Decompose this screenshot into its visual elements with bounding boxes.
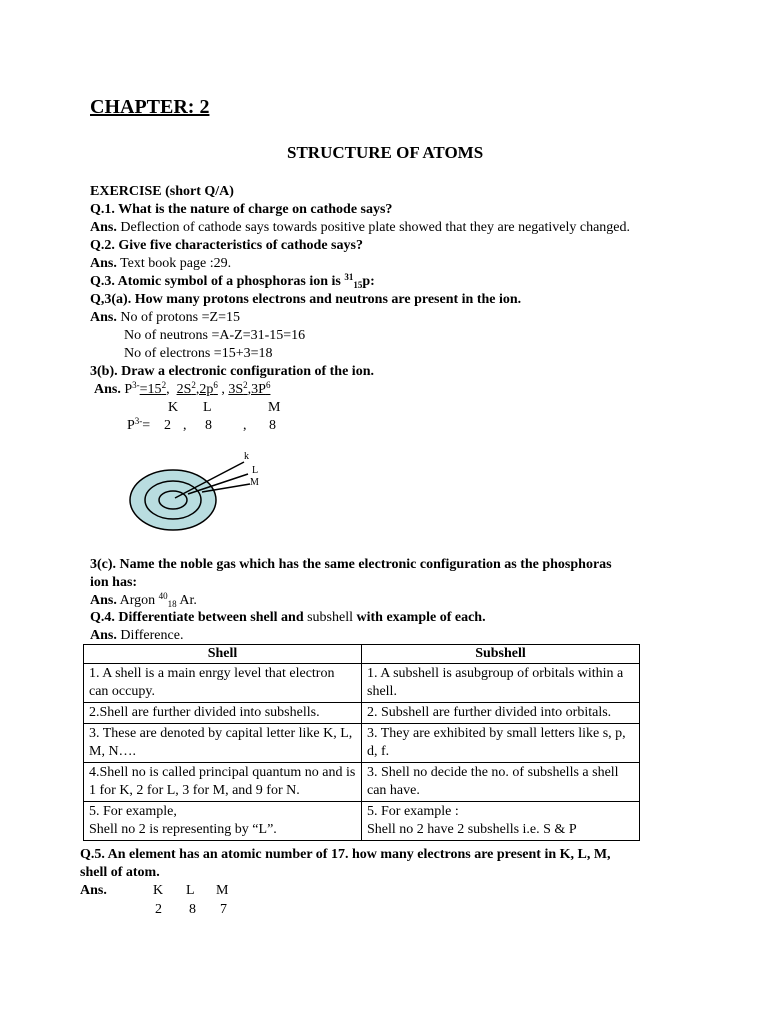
- subshell-cell: 2. Subshell are further divided into orbitals.: [362, 703, 640, 724]
- question-text: Q.3. Atomic symbol of a phosphoras ion is: [90, 274, 345, 289]
- subshell-cell: 3. They are exhibited by small letters like s, p, d, f.: [362, 724, 640, 763]
- question-5-line-1: Q.5. An element has an atomic number of 17. how many electrons are present in K, L, M,: [80, 847, 611, 862]
- subshell-cell: 1. A subshell is asubgroup of orbitals within a shell.: [362, 664, 640, 703]
- shell-label-m: M: [268, 400, 281, 415]
- table-row: [84, 703, 640, 724]
- question-text-plain: subshell: [307, 610, 353, 625]
- shell-cell: 4.Shell no is called principal quantum no and is 1 for K, 2 for L, 3 for M, and 9 for N.: [84, 763, 362, 802]
- ion-symbol: P: [120, 382, 133, 397]
- page-title: STRUCTURE OF ATOMS: [287, 143, 484, 162]
- shell-cell: 5. For example, Shell no 2 is representing by “L”.: [84, 802, 362, 841]
- separator: ,: [183, 418, 187, 433]
- shell-subshell-table: [83, 644, 640, 841]
- question-2: Q.2. Give five characteristics of cathode says?: [90, 238, 363, 253]
- diagram-label-l: L: [252, 465, 259, 476]
- question-4: [90, 609, 486, 626]
- answer-label: Ans.: [80, 883, 107, 898]
- answer-3a-line-1: [90, 309, 240, 326]
- count-l: 8: [205, 418, 212, 433]
- atom-shell-diagram: [120, 450, 270, 540]
- electronic-configuration: [94, 381, 270, 398]
- count-k: 2: [155, 902, 162, 917]
- shell-label-k: K: [168, 400, 179, 415]
- answer-text: Argon: [116, 593, 159, 608]
- separator: ,: [243, 418, 247, 433]
- shell-cell: 2.Shell are further divided into subshells.: [84, 703, 362, 724]
- mass-number: 31: [344, 272, 354, 282]
- symbol: p:: [362, 274, 375, 289]
- subshell-cell: 5. For example : Shell no 2 have 2 subshells i.e. S & P: [362, 802, 640, 841]
- shell-cell: 1. A shell is a main enrgy level that electron can occupy.: [84, 664, 362, 703]
- answer-1: [90, 219, 630, 236]
- answer-2: [90, 255, 231, 272]
- answer-4: [90, 627, 183, 644]
- diagram-label-m: M: [250, 477, 259, 488]
- table-row: [84, 724, 640, 763]
- answer-label: Ans.: [90, 220, 117, 235]
- answer-3a-line-2: No of neutrons =A-Z=31-15=16: [124, 328, 306, 343]
- shell-cell: 3. These are denoted by capital letter like K, L, M, N….: [84, 724, 362, 763]
- answer-text: Deflection of cathode says towards positive plate showed that they are negatively changed.: [116, 220, 631, 235]
- symbol: Ar.: [176, 593, 197, 608]
- answer-label: Ans.: [90, 310, 117, 325]
- column-header-shell: Shell: [84, 645, 362, 664]
- config-l: $2S^2,2p^6$: [176, 380, 218, 397]
- question-5-line-2: shell of atom.: [80, 865, 160, 880]
- shell-label-l: L: [186, 883, 195, 898]
- config-k: $=15^2$: [139, 380, 167, 397]
- question-1: Q.1. What is the nature of charge on cathode says?: [90, 202, 393, 217]
- shell-label-m: M: [216, 883, 229, 898]
- answer-label: Ans.: [90, 628, 117, 643]
- answer-label: Ans.: [90, 593, 117, 608]
- answer-3a-line-3: No of electrons =15+3=18: [124, 346, 273, 361]
- count-m: 8: [269, 418, 276, 433]
- table-row: [84, 802, 640, 841]
- ion-symbol-2: $P^{3-}=$: [127, 416, 151, 433]
- separator: ,: [217, 382, 229, 397]
- subshell-cell: 3. Shell no decide the no. of subshells a shell can have.: [362, 763, 640, 802]
- answer-label: Ans.: [90, 256, 117, 271]
- shell-label-l: L: [203, 400, 212, 415]
- atomic-number: 15: [353, 280, 363, 290]
- separator: ,: [166, 382, 170, 397]
- diagram-label-k: k: [244, 451, 249, 462]
- shell-label-k: K: [153, 883, 164, 898]
- answer-label: Ans.: [94, 382, 121, 397]
- answer-text: No of protons =Z=15: [116, 310, 240, 325]
- table-row: [84, 664, 640, 703]
- table-header-row: [84, 645, 640, 664]
- exercise-heading: EXERCISE (short Q/A): [90, 184, 234, 199]
- table-row: [84, 763, 640, 802]
- mass-number: 40: [158, 591, 168, 601]
- question-3b: 3(b). Draw a electronic configuration of the ion.: [90, 364, 374, 379]
- answer-text: Text book page :29.: [116, 256, 232, 271]
- question-3c-line-2: ion has:: [90, 575, 138, 590]
- atomic-number: 18: [167, 599, 177, 609]
- count-k: 2: [164, 418, 171, 433]
- column-header-subshell: Subshell: [362, 645, 640, 664]
- chapter-heading: CHAPTER: 2: [90, 96, 210, 118]
- question-3a: Q,3(a). How many protons electrons and neutrons are present in the ion.: [90, 292, 522, 307]
- config-m: $3S^2,3P^6$: [228, 380, 271, 397]
- ion-charge: 3-: [132, 380, 140, 390]
- answer-3c: [90, 592, 197, 609]
- answer-text: Difference.: [116, 628, 184, 643]
- shell-m-ring: [130, 470, 216, 530]
- question-3c-line-1: 3(c). Name the noble gas which has the same electronic configuration as the phosphoras: [90, 557, 612, 572]
- question-3: [90, 273, 375, 290]
- count-m: 7: [220, 902, 227, 917]
- question-text: with example of each.: [353, 610, 486, 625]
- count-l: 8: [189, 902, 196, 917]
- question-text: Q.4. Differentiate between shell and: [90, 610, 308, 625]
